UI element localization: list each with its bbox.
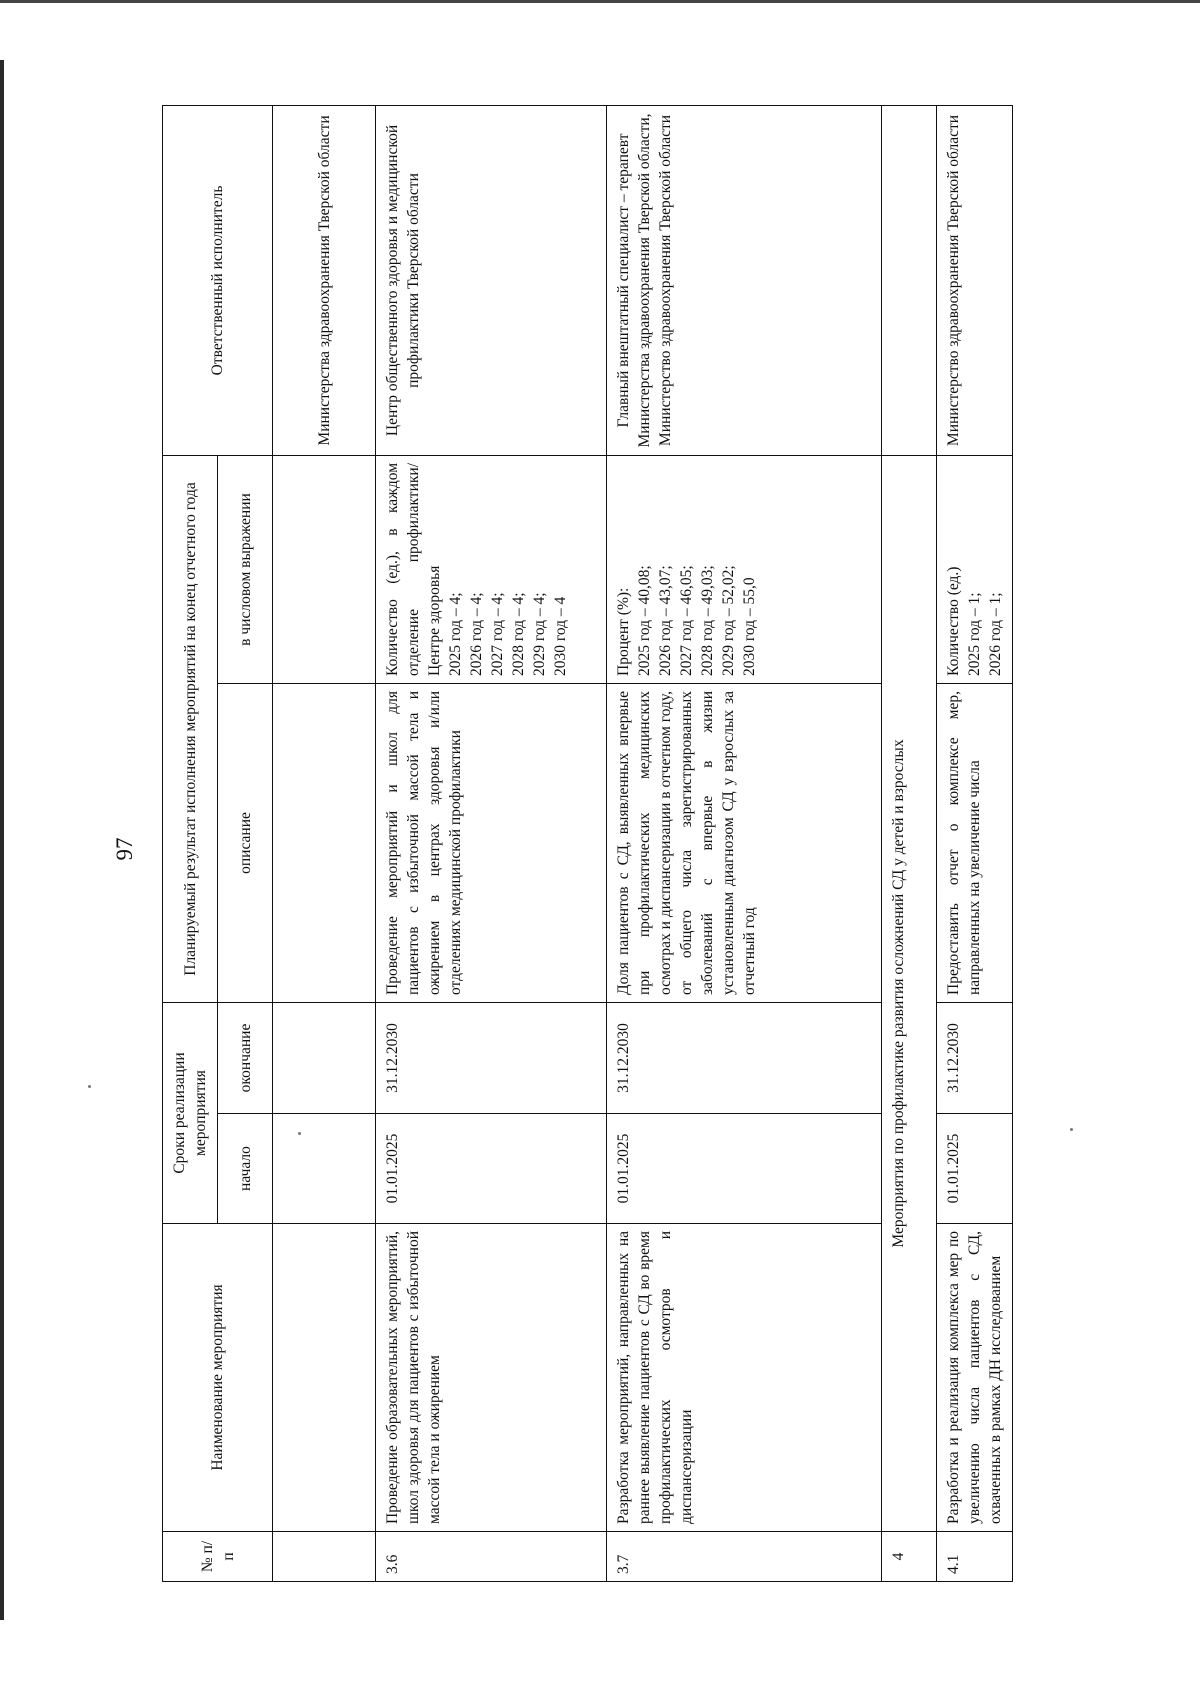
- cell-number: 4.1: [937, 1532, 1013, 1582]
- header-description: описание: [218, 684, 273, 1003]
- section-title: Мероприятия по профилактике развития осложнений СД у детей и взрослых: [882, 455, 937, 1531]
- numeric-line: 2025 год – 4;: [447, 592, 464, 676]
- numeric-line: 2025 год – 40,08;: [636, 565, 653, 676]
- cell-empty: [273, 1532, 376, 1582]
- table-row: [937, 105, 1013, 1581]
- header-name: Наименование мероприятия: [163, 1224, 273, 1532]
- cell-measure-name: Проведение образовательных мероприятий, школ здоровья для пациентов с избыточной массой тела и ожирением: [376, 1224, 607, 1532]
- cell-executor: Центр общественного здоровья и медицинской профилактики Тверской области: [376, 105, 607, 455]
- cell-measure-name: Разработка и реализация комплекса мер по увеличению числа пациентов с СД, охваченных в рамках ДН исследованием: [937, 1224, 1013, 1532]
- cell-number: 3.7: [607, 1532, 882, 1582]
- numeric-line: Количество (ед.): [945, 566, 962, 676]
- cell-empty: [273, 684, 376, 1003]
- cell-empty: [273, 1114, 376, 1224]
- header-number: № п/п: [163, 1532, 273, 1582]
- section-row: [882, 105, 937, 1581]
- cell-measure-name: Разработка мероприятий, направленных на раннее выявление пациентов с СД во время профилактических осмотров и диспансеризации: [607, 1224, 882, 1532]
- header-end: окончание: [218, 1003, 273, 1114]
- cell-executor: Министерства здравоохранения Тверской области: [273, 105, 376, 455]
- cell-start-date: 01.01.2025: [937, 1114, 1013, 1224]
- continuation-row: [273, 105, 376, 1581]
- header-numeric: в числовом выражении: [218, 455, 273, 683]
- header-start: начало: [218, 1114, 273, 1224]
- cell-end-date: 31.12.2030: [607, 1003, 882, 1114]
- cell-description: Доля пациентов с СД, выявленных впервые при профилактических медицинских осмотрах и диспансеризации в отчетном году, от общего числа зарегистрированных заболеваний с впервые в жизни установленным диагнозом СД у взрослых за отчетный год: [607, 684, 882, 1003]
- cell-empty: [882, 105, 937, 455]
- numeric-line: 2030 год – 4: [552, 596, 569, 676]
- cell-empty: [273, 455, 376, 683]
- numeric-line: 2027 год – 4;: [489, 592, 506, 676]
- rotated-table-container: [162, 106, 1108, 1582]
- numeric-line: 2026 год – 1;: [987, 592, 1004, 676]
- header-dates: Сроки реализации мероприятия: [163, 1003, 218, 1224]
- numeric-line: 2029 год – 52,02;: [720, 565, 737, 676]
- cell-numeric: [607, 455, 882, 683]
- header-row-top: [163, 105, 218, 1581]
- scan-left-edge: [0, 60, 4, 1620]
- cell-executor: Министерство здравоохранения Тверской области: [937, 105, 1013, 455]
- header-result: Планируемый результат исполнения мероприятий на конец отчетного года: [163, 455, 218, 1002]
- numeric-head: Количество (ед.), в каждом отделение профилактики/Центре здоровья: [384, 462, 443, 676]
- numeric-line: 2028 год – 4;: [510, 592, 527, 676]
- numeric-line: 2029 год – 4;: [531, 592, 548, 676]
- page-number: 97: [112, 837, 137, 861]
- cell-executor: Главный внештатный специалист – терапевт Министерства здравоохранения Тверской области, Министерство здравоохранения Тверской области: [607, 105, 882, 455]
- cell-numeric: [937, 455, 1013, 683]
- numeric-line: 2026 год – 4;: [468, 592, 485, 676]
- cell-start-date: 01.01.2025: [376, 1114, 607, 1224]
- numeric-line: 2025 год – 1;: [966, 592, 983, 676]
- scan-speck: [88, 1085, 91, 1088]
- cell-number: 3.6: [376, 1532, 607, 1582]
- table-row: [376, 105, 607, 1581]
- table-row: [607, 105, 882, 1581]
- cell-description: Проведение мероприятий и школ для пациентов с избыточной массой тела и ожирением в центрах здоровья и/или отделениях медицинской профилактики: [376, 684, 607, 1003]
- section-number: 4: [882, 1532, 937, 1582]
- header-executor: Ответственный исполнитель: [163, 105, 273, 455]
- numeric-line: 2030 год – 55,0: [741, 577, 758, 676]
- cell-start-date: 01.01.2025: [607, 1114, 882, 1224]
- measures-table: [162, 105, 1013, 1582]
- numeric-line: 2028 год – 49,03;: [699, 565, 716, 676]
- cell-end-date: 31.12.2030: [376, 1003, 607, 1114]
- numeric-line: 2027 год – 46,05;: [678, 565, 695, 676]
- cell-numeric: [376, 455, 607, 683]
- cell-end-date: 31.12.2030: [937, 1003, 1013, 1114]
- cell-empty: [273, 1224, 376, 1532]
- numeric-head: Процент (%):: [615, 587, 632, 676]
- numeric-line: 2026 год – 43,07;: [657, 565, 674, 676]
- cell-empty: [273, 1003, 376, 1114]
- cell-description: Предоставить отчет о комплексе мер, направленных на увеличение числа: [937, 684, 1013, 1003]
- scan-top-edge: [0, 0, 1200, 3]
